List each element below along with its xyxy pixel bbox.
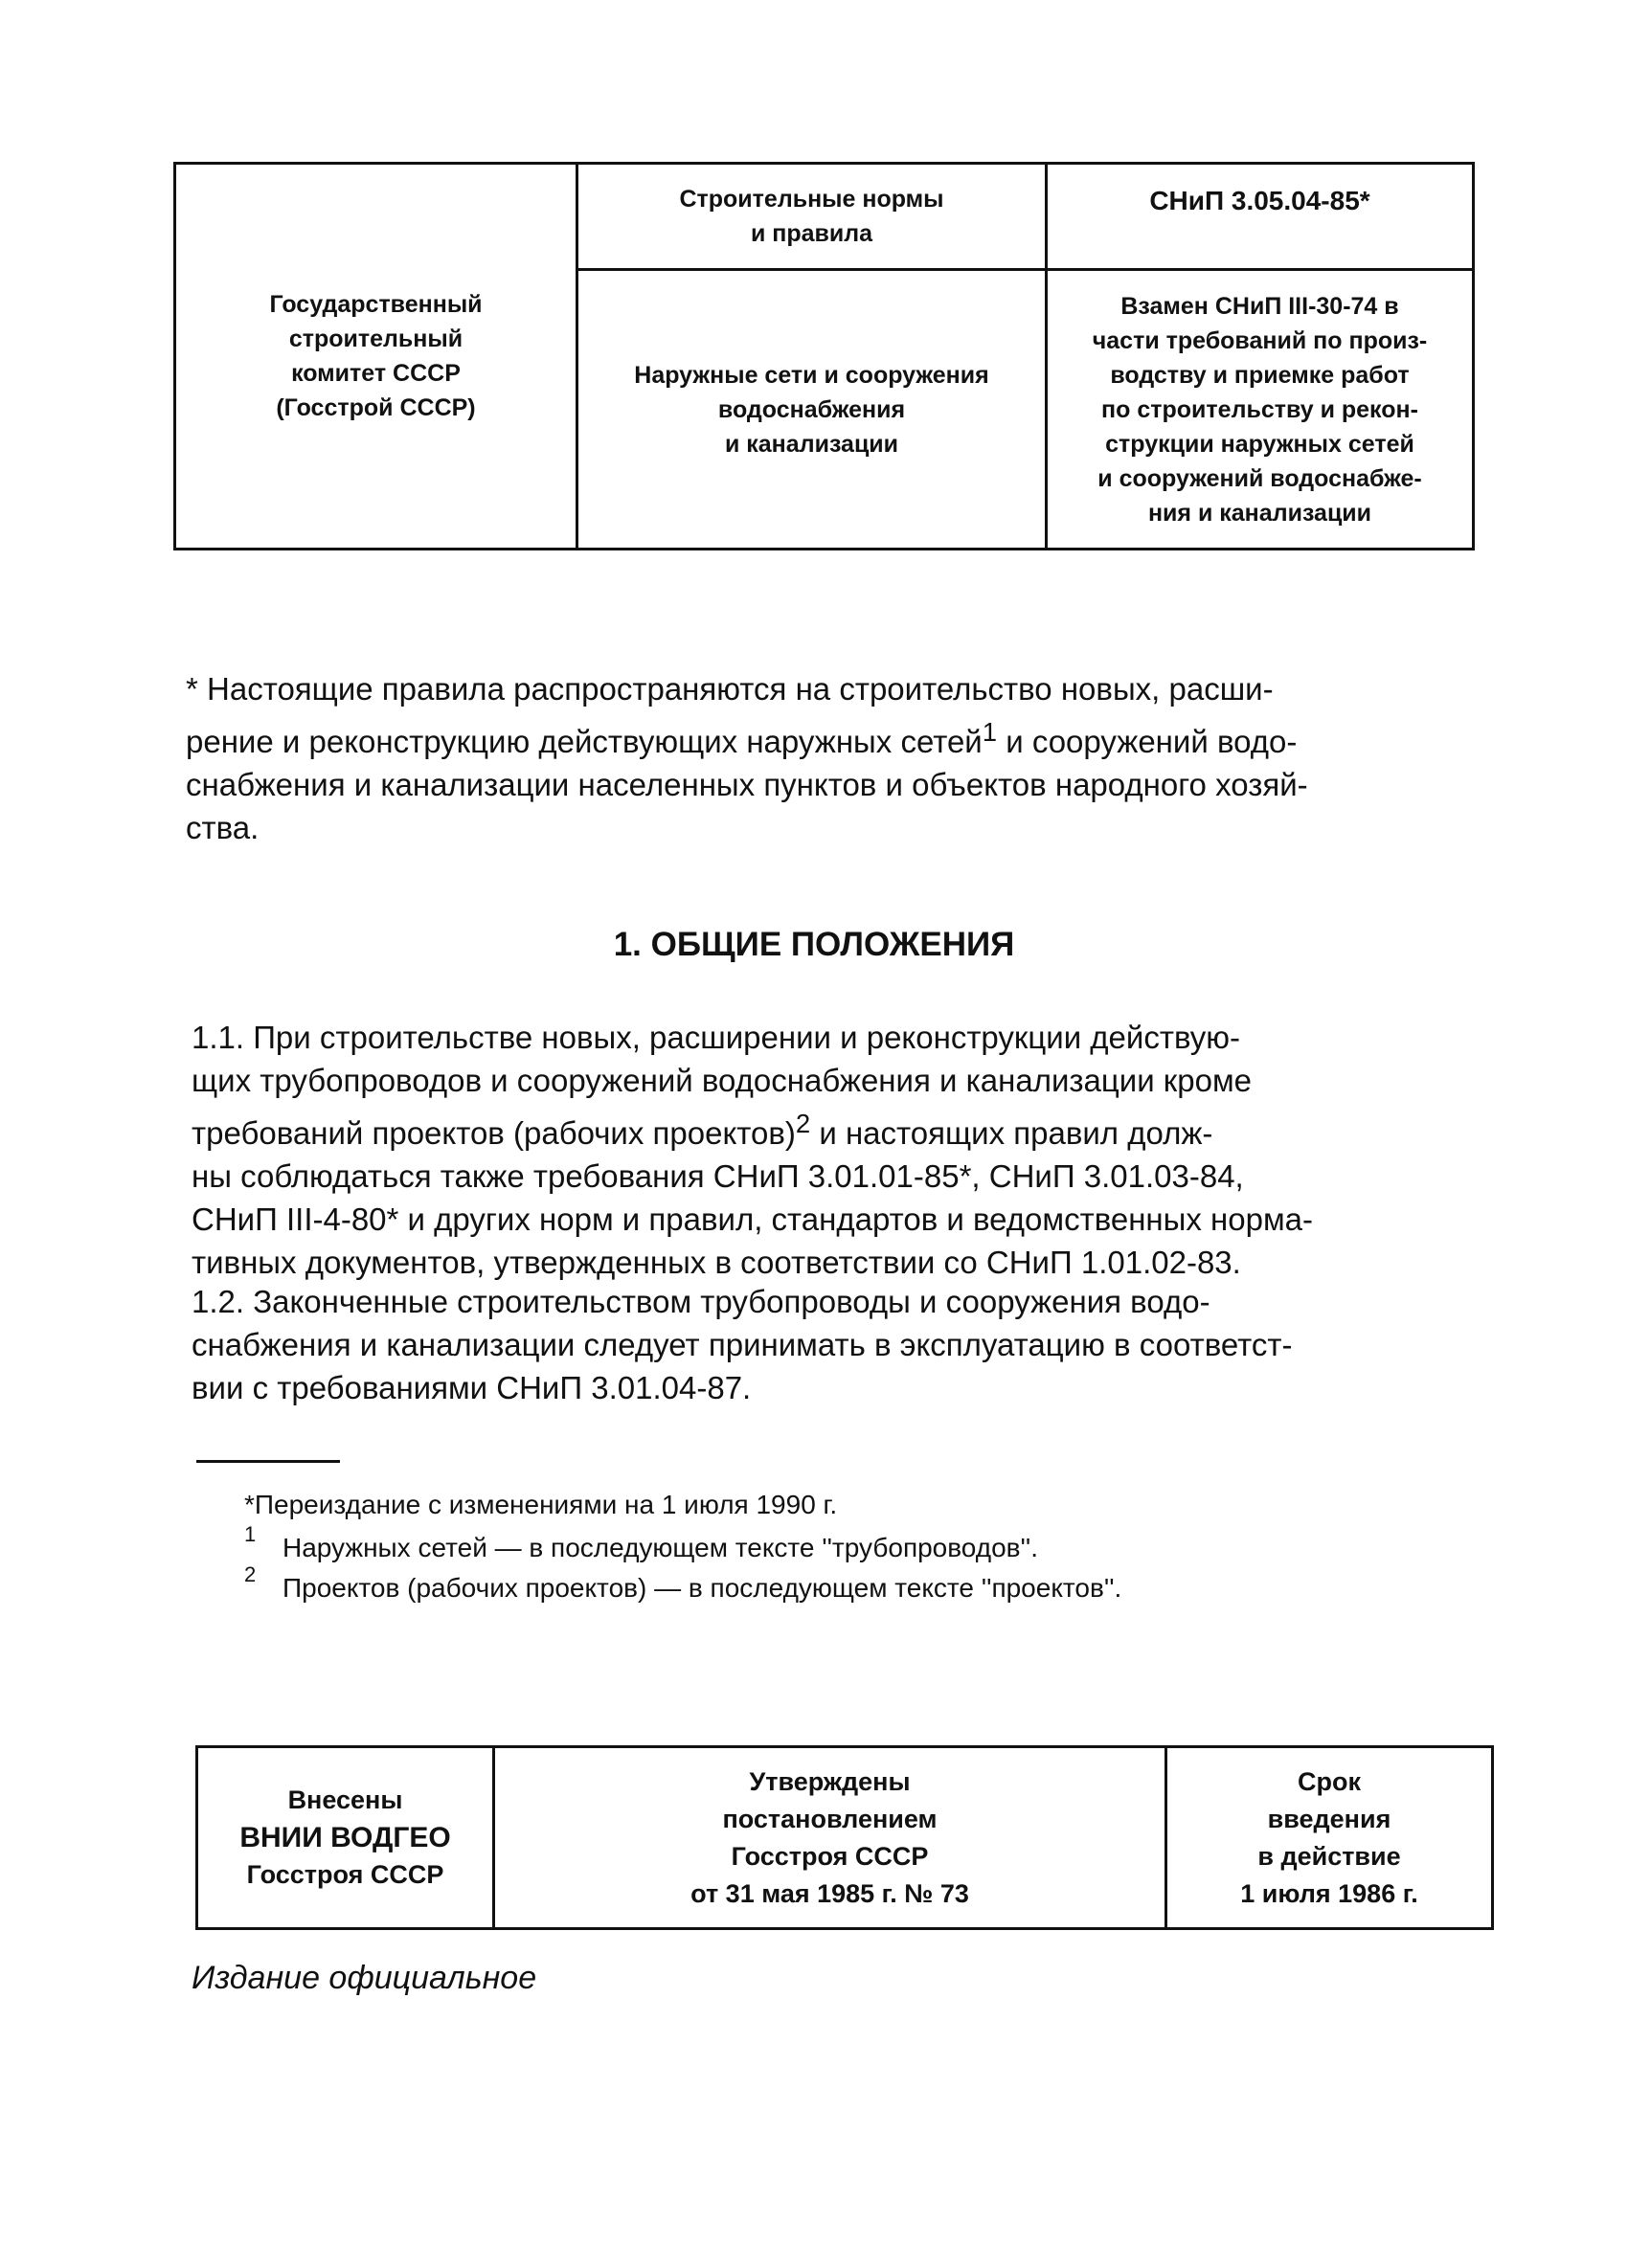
org-name: Государственный строительный комитет СССР (Госстрой СССР) xyxy=(269,291,483,421)
effective-cell: Срок введения в действие 1 июля 1986 г. xyxy=(1240,1766,1418,1908)
scope-note: * Настоящие правила распространяются на строительство новых, расши- рение и реконструкцию действующих наружных сетей$^1$ и сооружений водо- снабжения и канализации населенных пунктов и объектов народного хозяй- ства. xyxy=(186,671,1308,845)
subject-cell: Наружные сети и сооружения водоснабжения и канализации xyxy=(634,361,989,458)
org-cell xyxy=(176,165,578,548)
footnote-mark-2: 2 xyxy=(244,1562,257,1586)
footer-table xyxy=(195,1745,1494,1930)
footnote-mark-1: 1 xyxy=(244,1522,257,1546)
footnote-ref-1: 1 xyxy=(982,717,998,747)
doc-code: СНиП 3.05.04-85* xyxy=(1149,186,1370,215)
submitted-cell: Внесены ВНИИ ВОДГЕО Госстроя СССР xyxy=(198,1748,495,1927)
replaces-cell: Взамен СНиП III-30-74 в части требований по произ- водству и приемке работ по строительству и рекон- струкции наружных сетей и сооружений водоснабже- ния и канализации xyxy=(1092,292,1428,527)
norms-title-cell: Строительные нормы и правила xyxy=(578,165,1045,271)
section-heading: 1. ОБЩИЕ ПОЛОЖЕНИЯ xyxy=(613,926,1015,963)
header-table xyxy=(173,162,1475,550)
title-column xyxy=(578,165,1048,548)
footnote-1: Наружных сетей — в последующем тексте ''трубопроводов''. xyxy=(283,1533,1039,1562)
reissue-note: *Переиздание с изменениями на 1 июля 1990 г. xyxy=(244,1490,838,1519)
code-column xyxy=(1048,165,1472,548)
footnote-divider xyxy=(196,1460,340,1463)
code-cell xyxy=(1048,165,1472,271)
paragraph-1-2: 1.2. Законченные строительством трубопроводы и сооружения водо- снабжения и канализации следует принимать в эксплуатацию в соответст- вии с требованиями СНиП 3.01.04-87. xyxy=(192,1284,1293,1405)
footnote-ref-2: 2 xyxy=(795,1109,811,1138)
approved-cell: Утверждены постановлением Госстроя СССР от 31 мая 1985 г. № 73 xyxy=(495,1748,1167,1927)
footnote-2: Проектов (рабочих проектов) — в последующем тексте ''проектов''. xyxy=(283,1573,1122,1603)
edition-label: Издание официальное xyxy=(192,1960,537,1996)
paragraph-1-1: 1.1. При строительстве новых, расширении и реконструкции действую- щих трубопроводов и сооружений водоснабжения и канализации кроме требований проектов (рабочих проектов)$^2$ и настоящих правил долж- ны соблюдаться также требования СНиП 3.01.01-85*, СНиП 3.01.03-84, СНиП III-4-80* и других норм и правил, стандартов и ведомственных норма- тивных документов, утвержденных в соответствии со СНиП 1.01.02-83. xyxy=(192,1020,1314,1280)
